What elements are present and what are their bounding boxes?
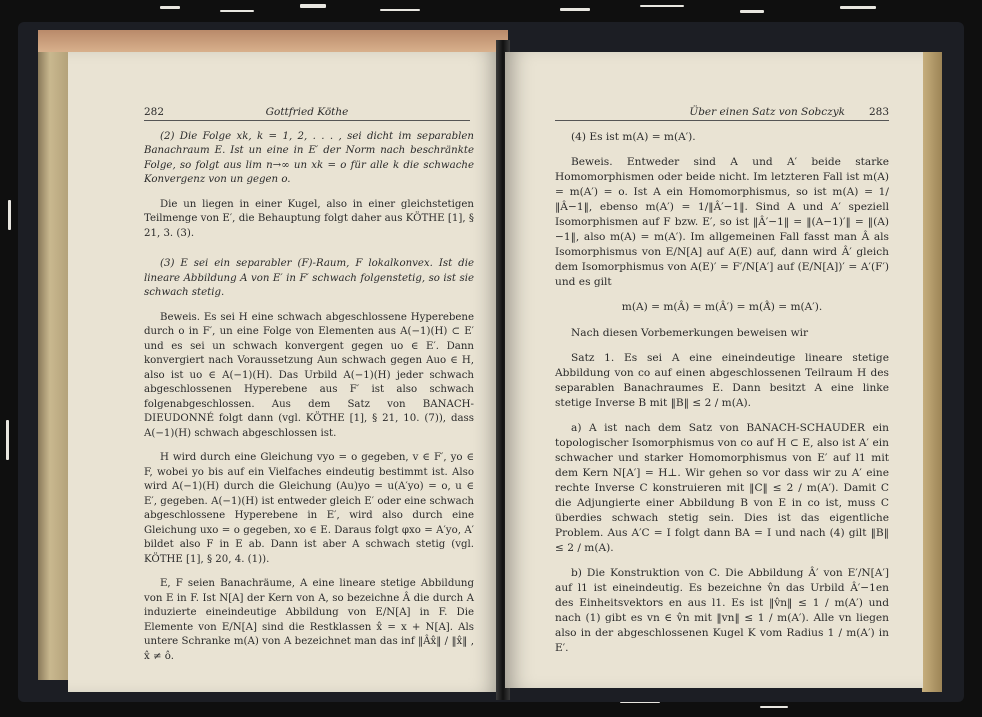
- running-head: [144, 106, 470, 121]
- marble-speck: [6, 420, 9, 460]
- left-page: [68, 52, 500, 692]
- page-number: 283: [868, 106, 889, 118]
- marble-speck: [160, 6, 180, 9]
- marble-speck: [840, 6, 876, 9]
- marble-speck: [380, 9, 420, 11]
- running-head: [555, 106, 889, 121]
- paragraph: Beweis. Entweder sind A und A′ beide starke Homomorphismen oder beide nicht. Im letzteren Fall ist m(A) = m(A′) = o. Ist A ein Homomorphismus, so ist m(A) = 1/‖Â−1‖, ebenso m(A′) = 1/‖Â′−1‖. Sind A und A′ speziell Isomorphismen auf F bzw. E′, so ist ‖Â′−1‖ = ‖(A−1)′‖ = ‖(A)−1‖, also m(A) = m(A′). Im allgemeinen Fall fasst man Â als Isomorphismus von E/N[A] auf A(E) auf, dann wird Â′ gleich dem Isomorphismus von A(E)′ = F′/N[A′] auf (E/N[A])′ = A′(F′) und es gilt: [555, 156, 889, 289]
- equation: m(A) = m(Â) = m(Â′) = m(Â̂) = m(A′).: [621, 301, 823, 314]
- paragraph: Nach diesen Vorbemerkungen beweisen wir: [571, 326, 809, 339]
- running-head-title: Gottfried Köthe: [265, 106, 349, 118]
- page-body: [555, 130, 889, 666]
- marble-speck: [560, 8, 590, 11]
- paragraph: Beweis. Es sei H eine schwach abgeschlossene Hyperebene durch o in F′, un eine Folge von Elementen aus A(−1)(H) ⊂ E′ und es sei un schwach konvergent gegen uo ∈ E′. Dann konvergiert nach Voraussetzung Aun schwach gegen Auo ∈ H, also ist uo ∈ A(−1)(H). Das Urbild A(−1)(H) jeder schwach abgeschlossenen Hyperebene aus F′ ist also schwach folgenabgeschlossen. Aus dem Satz von BANACH-DIEUDONNÉ folgt dann (vgl. KÖTHE [1], § 21, 10. (7)), dass A(−1)(H) schwach abgeschlossen ist.: [144, 311, 474, 439]
- right-page: [505, 52, 923, 688]
- running-head-title: Über einen Satz von Sobczyk: [689, 106, 845, 118]
- page-block-edge: [38, 30, 68, 680]
- page-block-edge: [922, 52, 942, 692]
- paragraph: b) Die Konstruktion von C. Die Abbildung Â′ von E′/N[A′] auf l1 ist eineindeutig. Es bezeichne v̂n das Urbild Â′−1en des Einheitsvektors en aus l1. Es ist ‖v̂n‖ ≤ 1 / m(A′) und nach (1) gibt es vn ∈ v̂n mit ‖vn‖ ≤ 1 / m(A′). Alle vn liegen also in der abgeschlossenen Kugel K vom Radius 1 / m(A′) in E′.: [555, 567, 889, 655]
- paragraph: a) A ist nach dem Satz von BANACH-SCHAUDER ein topologischer Isomorphismus von co auf H ⊂ E, also ist A′ ein schwacher und starker Homomorphismus von E′ auf l1 mit dem Kern N[A′] = H⊥. Wir gehen so vor dass wir zu A′ eine rechte Inverse C konstruieren mit ‖C‖ ≤ 2 / m(A′). Damit C die Adjungierte einer Abbildung B von E in co ist, muss C überdies schwach stetig sein. Dies ist das eigentliche Problem. Aus A′C = I folgt dann BA = I und nach (4) gilt ‖B‖ ≤ 2 / m(A).: [555, 421, 889, 555]
- paragraph: (4) Es ist m(A) = m(A′).: [571, 131, 696, 143]
- paragraph: Satz 1. Es sei A eine eineindeutige lineare stetige Abbildung von co auf einen abgeschlossenen Teilraum H des separablen Banachraumes E. Dann besitzt A eine linke stetige Inverse B mit ‖B‖ ≤ 2 / m(A).: [555, 351, 889, 409]
- paragraph: H wird durch eine Gleichung vyo = o gegeben, v ∈ F′, yo ∈ F, wobei yo bis auf ein Vielfaches eindeutig bestimmt ist. Also wird A(−1)(H) durch die Gleichung (Au)yo = u(A′yo) = o, u ∈ E′, gegeben. A(−1)(H) ist entweder gleich E′ oder eine schwach abgeschlossene Hyperebene in E′, wird also durch eine Gleichung uxo = o gegeben, xo ∈ E. Daraus folgt φxo = A′yo, A′ bildet also F in E ab. Dann ist aber A schwach stetig (vgl. KÖTHE [1], § 20, 4. (1)).: [144, 452, 474, 565]
- paragraph: Die un liegen in einer Kugel, also in einer gleichstetigen Teilmenge von E′, die Behauptung folgt daher aus KÖTHE [1], § 21, 3. (3).: [144, 198, 474, 239]
- marble-speck: [8, 200, 11, 230]
- page-block-top-edge: [38, 30, 508, 52]
- marble-speck: [300, 4, 326, 8]
- page-number: 282: [144, 106, 165, 118]
- page-body: [144, 130, 474, 674]
- marble-speck: [220, 10, 254, 12]
- paragraph: E, F seien Banachräume, A eine lineare stetige Abbildung von E in F. Ist N[A] der Kern von A, so bezeichne Â die durch A induzierte eineindeutige Abbildung von E/N[A] in F. Die Elemente von E/N[A] sind die Restklassen x̂ = x + N[A]. Als untere Schranke m(A) von A bezeichnet man das inf ‖Âx̂‖ / ‖x̂‖ , x̂ ≠ ô.: [144, 578, 474, 662]
- marble-speck: [740, 10, 764, 13]
- paragraph: (2) Die Folge xk, k = 1, 2, . . . , sei dicht im separablen Banachraum E. Ist un eine in E′ der Norm nach beschränkte Folge, so folgt aus lim n→∞ un xk = o für alle k die schwache Konvergenz von un gegen o.: [144, 131, 474, 186]
- paragraph: (3) E sei ein separabler (F)-Raum, F lokalkonvex. Ist die lineare Abbildung A von E′ in F′ schwach folgenstetig, so ist sie schwach stetig.: [144, 258, 474, 299]
- marble-speck: [640, 5, 684, 7]
- marble-speck: [760, 706, 788, 708]
